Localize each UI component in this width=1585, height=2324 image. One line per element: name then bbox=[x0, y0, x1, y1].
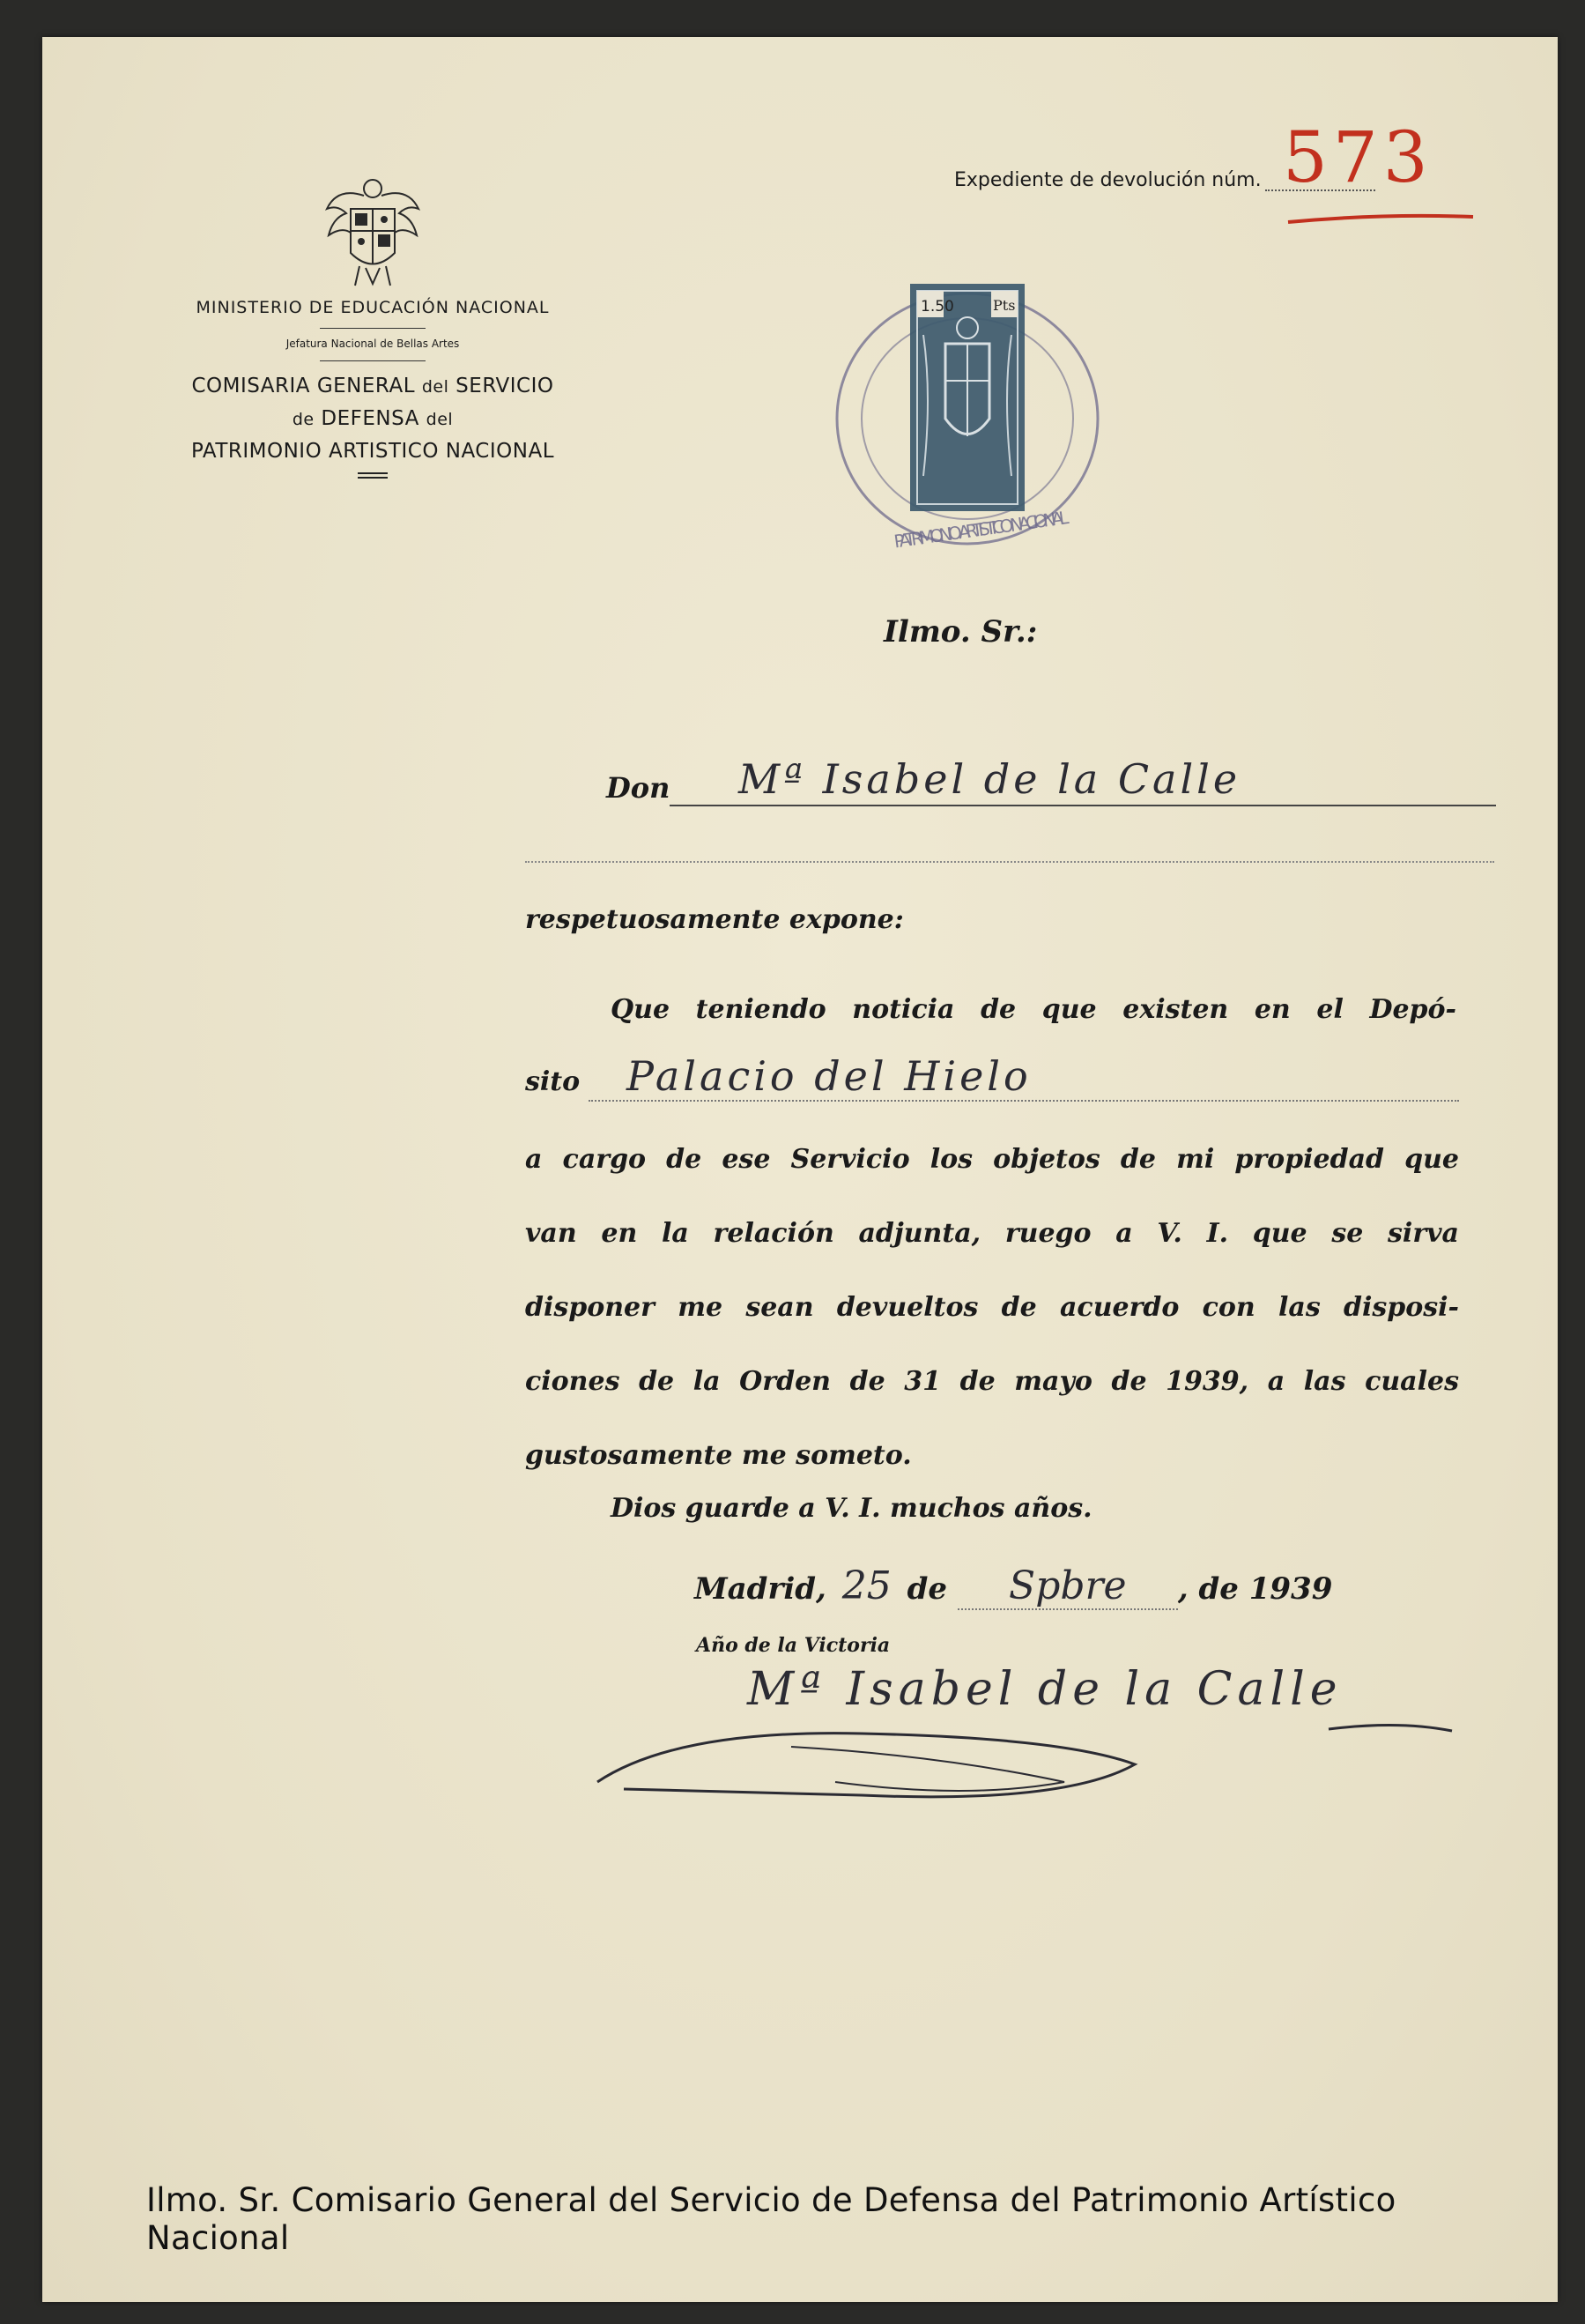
body-line: disponer me sean devueltos de acuerdo con las disposi- bbox=[525, 1292, 1459, 1323]
expediente-label: Expediente de devolución núm. bbox=[954, 169, 1262, 191]
jefatura-name: Jefatura Nacional de Bellas Artes bbox=[285, 338, 460, 350]
date-day-handwritten: 25 bbox=[841, 1563, 892, 1608]
body-line: gustosamente me someto. bbox=[525, 1440, 912, 1471]
document-page bbox=[42, 37, 1558, 2302]
comisaria-text: SERVICIO bbox=[448, 375, 554, 397]
seal-text: PATRIMONIO ARTISTICO NACIONAL bbox=[892, 506, 1070, 553]
comisaria-text: de bbox=[292, 410, 315, 429]
deposito-field bbox=[525, 1052, 1459, 1105]
comisaria-name bbox=[183, 370, 562, 467]
deposito-handwritten: Palacio del Hielo bbox=[626, 1052, 1032, 1100]
body-line: van en la relación adjunta, ruego a V. I. que se sirva bbox=[525, 1218, 1459, 1249]
divider bbox=[320, 360, 426, 361]
red-underline bbox=[1286, 210, 1480, 227]
comisaria-text: PATRIMONIO ARTISTICO NACIONAL bbox=[190, 440, 555, 463]
victoria-line: Año de la Victoria bbox=[696, 1634, 891, 1657]
signature-flourish bbox=[571, 1650, 1470, 1808]
closing-line: Dios guarde a V. I. muchos años. bbox=[611, 1493, 1092, 1524]
date-month-handwritten: Spbre bbox=[958, 1563, 1178, 1610]
double-rule bbox=[358, 472, 388, 479]
body-line: a cargo de ese Servicio los objetos de mi propiedad que bbox=[525, 1144, 1459, 1175]
don-underline bbox=[670, 805, 1496, 806]
don-label: Don bbox=[606, 771, 670, 805]
stamp-value: 1.50 bbox=[921, 298, 954, 316]
salutation: Ilmo. Sr.: bbox=[884, 614, 1038, 650]
footer-addressee: Ilmo. Sr. Comisario General del Servicio de Defensa del Patrimonio Artístico Nacional bbox=[146, 2181, 1396, 2257]
sito-label: sito bbox=[525, 1066, 581, 1097]
signature-handwritten: Mª Isabel de la Calle bbox=[747, 1663, 1343, 1716]
letterhead bbox=[183, 169, 562, 479]
que-line: Que teniendo noticia de que existen en el Depó- bbox=[611, 994, 1456, 1025]
body-line: ciones de la Orden de 31 de mayo de 1939, a las cuales bbox=[525, 1366, 1459, 1397]
date-line bbox=[694, 1563, 1332, 1610]
fiscal-stamp bbox=[822, 273, 1113, 564]
coat-of-arms-icon bbox=[320, 169, 426, 293]
divider bbox=[320, 328, 426, 329]
comisaria-text: del bbox=[421, 377, 449, 397]
don-name-handwritten: Mª Isabel de la Calle bbox=[738, 755, 1241, 803]
comisaria-text: DEFENSA bbox=[314, 407, 426, 430]
dotted-line bbox=[525, 861, 1494, 863]
stamp-unit: Pts bbox=[993, 297, 1016, 314]
date-de: de bbox=[907, 1571, 947, 1607]
letter-body bbox=[525, 1123, 1459, 1493]
date-year: , de 1939 bbox=[1177, 1571, 1333, 1607]
comisaria-text: COMISARIA GENERAL bbox=[191, 375, 422, 397]
ministry-name: MINISTERIO DE EDUCACIÓN NACIONAL bbox=[196, 298, 550, 317]
comisaria-text: del bbox=[426, 410, 454, 429]
expone-line: respetuosamente expone: bbox=[525, 904, 904, 935]
date-place: Madrid, bbox=[694, 1571, 826, 1607]
expediente-number: 573 bbox=[1283, 116, 1433, 198]
deposito-dots bbox=[589, 1100, 1459, 1102]
don-field bbox=[606, 755, 1496, 808]
